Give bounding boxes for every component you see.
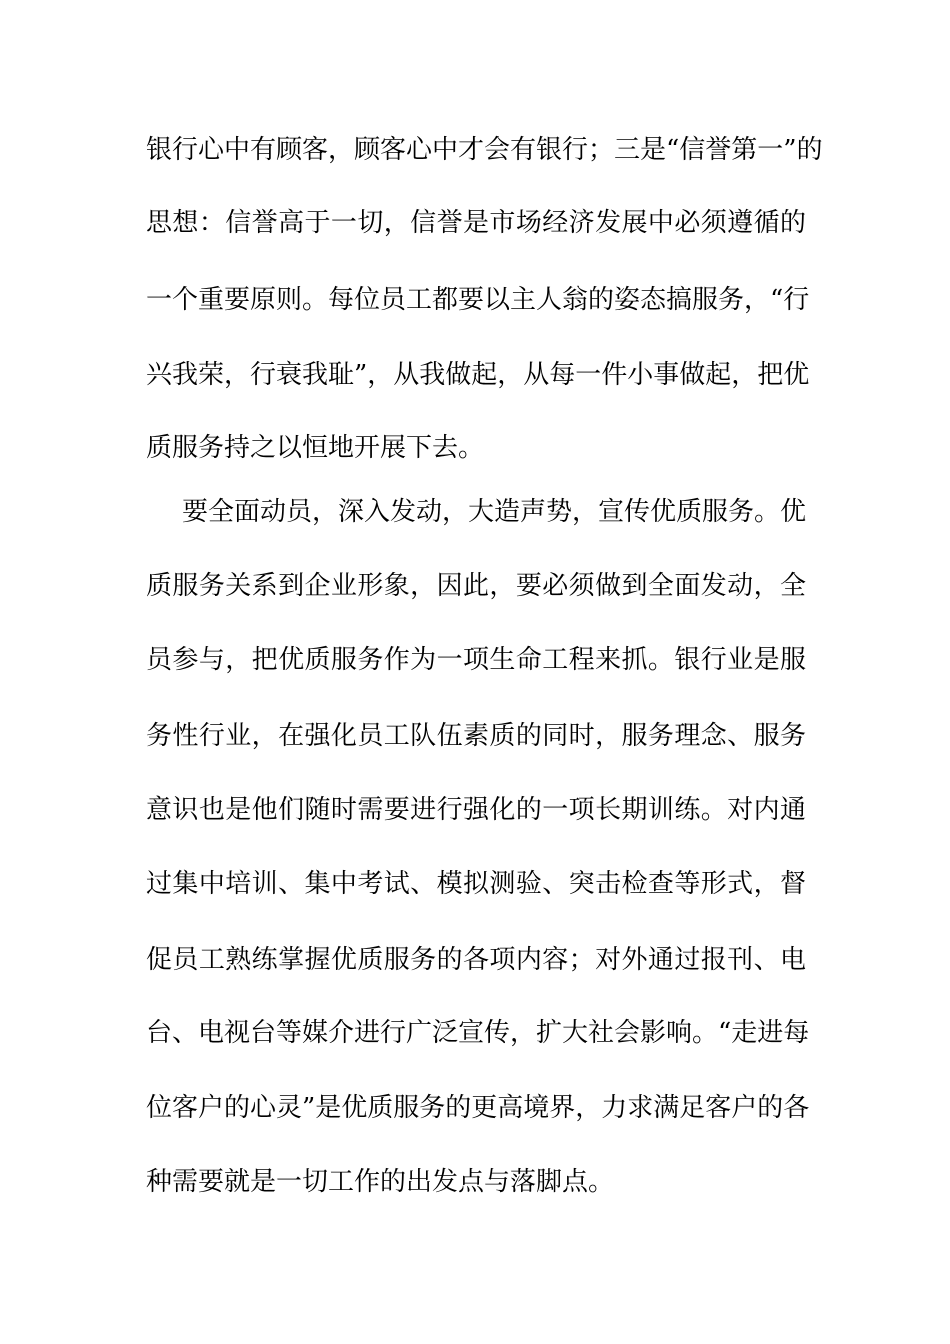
paragraph-1-line-3: 一个重要原则。每位员工都要以主人翁的姿态搞服务，“行: [146, 285, 810, 315]
paragraph-2-line-4: 务性行业，在强化员工队伍素质的同时，服务理念、服务: [146, 721, 806, 751]
paragraph-1-line-4: 兴我荣，行衰我耻”，从我做起，从每一件小事做起，把优: [146, 360, 810, 390]
paragraph-2-line-8: 台、电视台等媒介进行广泛宣传，扩大社会影响。“走进每: [146, 1018, 810, 1048]
paragraph-2-line-5: 意识也是他们随时需要进行强化的一项长期训练。对内通: [146, 795, 806, 825]
paragraph-2-line-9: 位客户的心灵”是优质服务的更高境界，力求满足客户的各: [146, 1093, 810, 1123]
paragraph-2-line-6: 过集中培训、集中考试、模拟测验、突击检查等形式，督: [146, 869, 806, 899]
paragraph-1-line-2: 思想：信誉高于一切，信誉是市场经济发展中必须遵循的: [146, 208, 806, 238]
paragraph-2-line-7: 促员工熟练掌握优质服务的各项内容；对外通过报刊、电: [146, 945, 806, 975]
paragraph-1-line-5: 质服务持之以恒地开展下去。: [146, 433, 485, 463]
paragraph-2-line-2: 质服务关系到企业形象，因此，要必须做到全面发动，全: [146, 571, 806, 601]
paragraph-2-line-3: 员参与，把优质服务作为一项生命工程来抓。银行业是服: [146, 645, 806, 675]
paragraph-2-line-1: 要全面动员，深入发动，大造声势，宣传优质服务。优: [182, 497, 807, 527]
paragraph-2-line-10: 种需要就是一切工作的出发点与落脚点。: [146, 1167, 615, 1197]
paragraph-1-line-1: 银行心中有顾客，顾客心中才会有银行；三是“信誉第一”的: [146, 135, 823, 165]
